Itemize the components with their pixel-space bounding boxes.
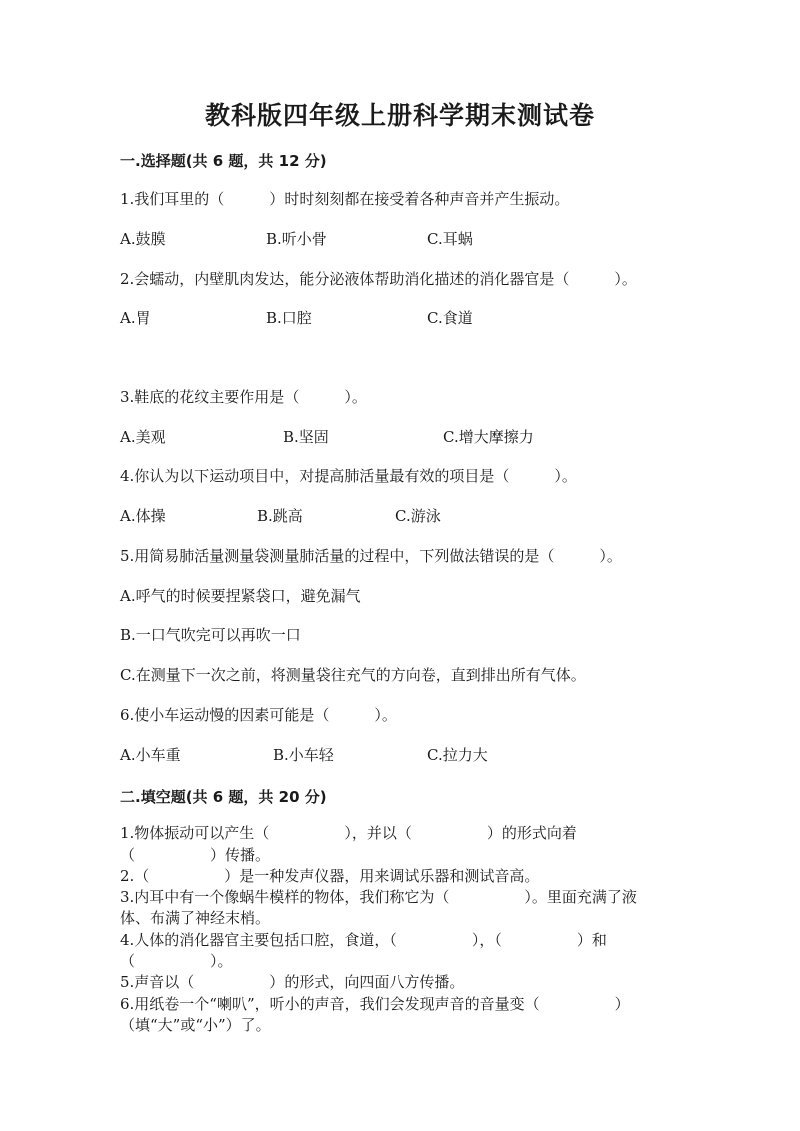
fill-line: （ ）。 — [120, 952, 233, 970]
page-title: 教科版四年级上册科学期末测试卷 — [204, 101, 595, 130]
question-text: 6.使小车运动慢的因素可能是（ ）。 — [120, 706, 397, 724]
fill-line: 体、布满了神经末梢。 — [120, 909, 271, 927]
option-c: C.食道 — [427, 309, 473, 327]
option-b: B.听小骨 — [266, 230, 327, 248]
option-b: B.口腔 — [266, 309, 312, 327]
option-c: C.游泳 — [395, 507, 441, 525]
option-c: C.耳蜗 — [427, 230, 473, 248]
option-c: C.增大摩擦力 — [443, 428, 534, 446]
option-a: A.胃 — [120, 309, 151, 327]
fill-line: 3.内耳中有一个像蜗牛模样的物体，我们称它为（ ）。里面充满了液 — [120, 888, 637, 906]
question-text: 5.用简易肺活量测量袋测量肺活量的过程中，下列做法错误的是（ ）。 — [120, 547, 622, 565]
option-b: B.坚固 — [283, 428, 329, 446]
fill-line: 1.物体振动可以产生（ ），并以（ ）的形式向着 — [120, 824, 577, 842]
option-c: C.拉力大 — [427, 746, 488, 764]
option-b: B.一口气吹完可以再吹一口 — [120, 626, 301, 644]
fill-line: 6.用纸卷一个“喇叭”，听小的声音，我们会发现声音的音量变（ ） — [120, 995, 630, 1013]
section-heading-fill: 二.填空题(共 6 题，共 20 分) — [120, 788, 327, 806]
question-text: 4.你认为以下运动项目中，对提高肺活量最有效的项目是（ ）。 — [120, 467, 577, 485]
fill-line: （填“大”或“小”）了。 — [120, 1016, 271, 1034]
fill-line: 5.声音以（ ）的形式，向四面八方传播。 — [120, 973, 465, 991]
question-text: 2.会蠕动，内壁肌肉发达，能分泌液体帮助消化描述的消化器官是（ ）。 — [120, 270, 637, 288]
option-b: B.跳高 — [257, 507, 303, 525]
option-c: C.在测量下一次之前，将测量袋往充气的方向卷，直到排出所有气体。 — [120, 666, 586, 684]
fill-line: （ ）传播。 — [120, 846, 271, 864]
option-a: A.鼓膜 — [120, 230, 166, 248]
option-a: A.美观 — [120, 428, 166, 446]
fill-line: 2.（ ）是一种发声仪器，用来调试乐器和测试音高。 — [120, 867, 540, 885]
option-b: B.小车轻 — [273, 746, 334, 764]
option-a: A.小车重 — [120, 746, 181, 764]
question-text: 1.我们耳里的（ ）时时刻刻都在接受着各种声音并产生振动。 — [120, 190, 570, 208]
option-a: A.呼气的时候要捏紧袋口，避免漏气 — [120, 587, 361, 605]
question-text: 3.鞋底的花纹主要作用是（ ）。 — [120, 388, 367, 406]
option-a: A.体操 — [120, 507, 166, 525]
section-heading-choice: 一.选择题(共 6 题，共 12 分) — [120, 152, 327, 170]
fill-line: 4.人体的消化器官主要包括口腔，食道，（ ），（ ）和 — [120, 931, 607, 949]
